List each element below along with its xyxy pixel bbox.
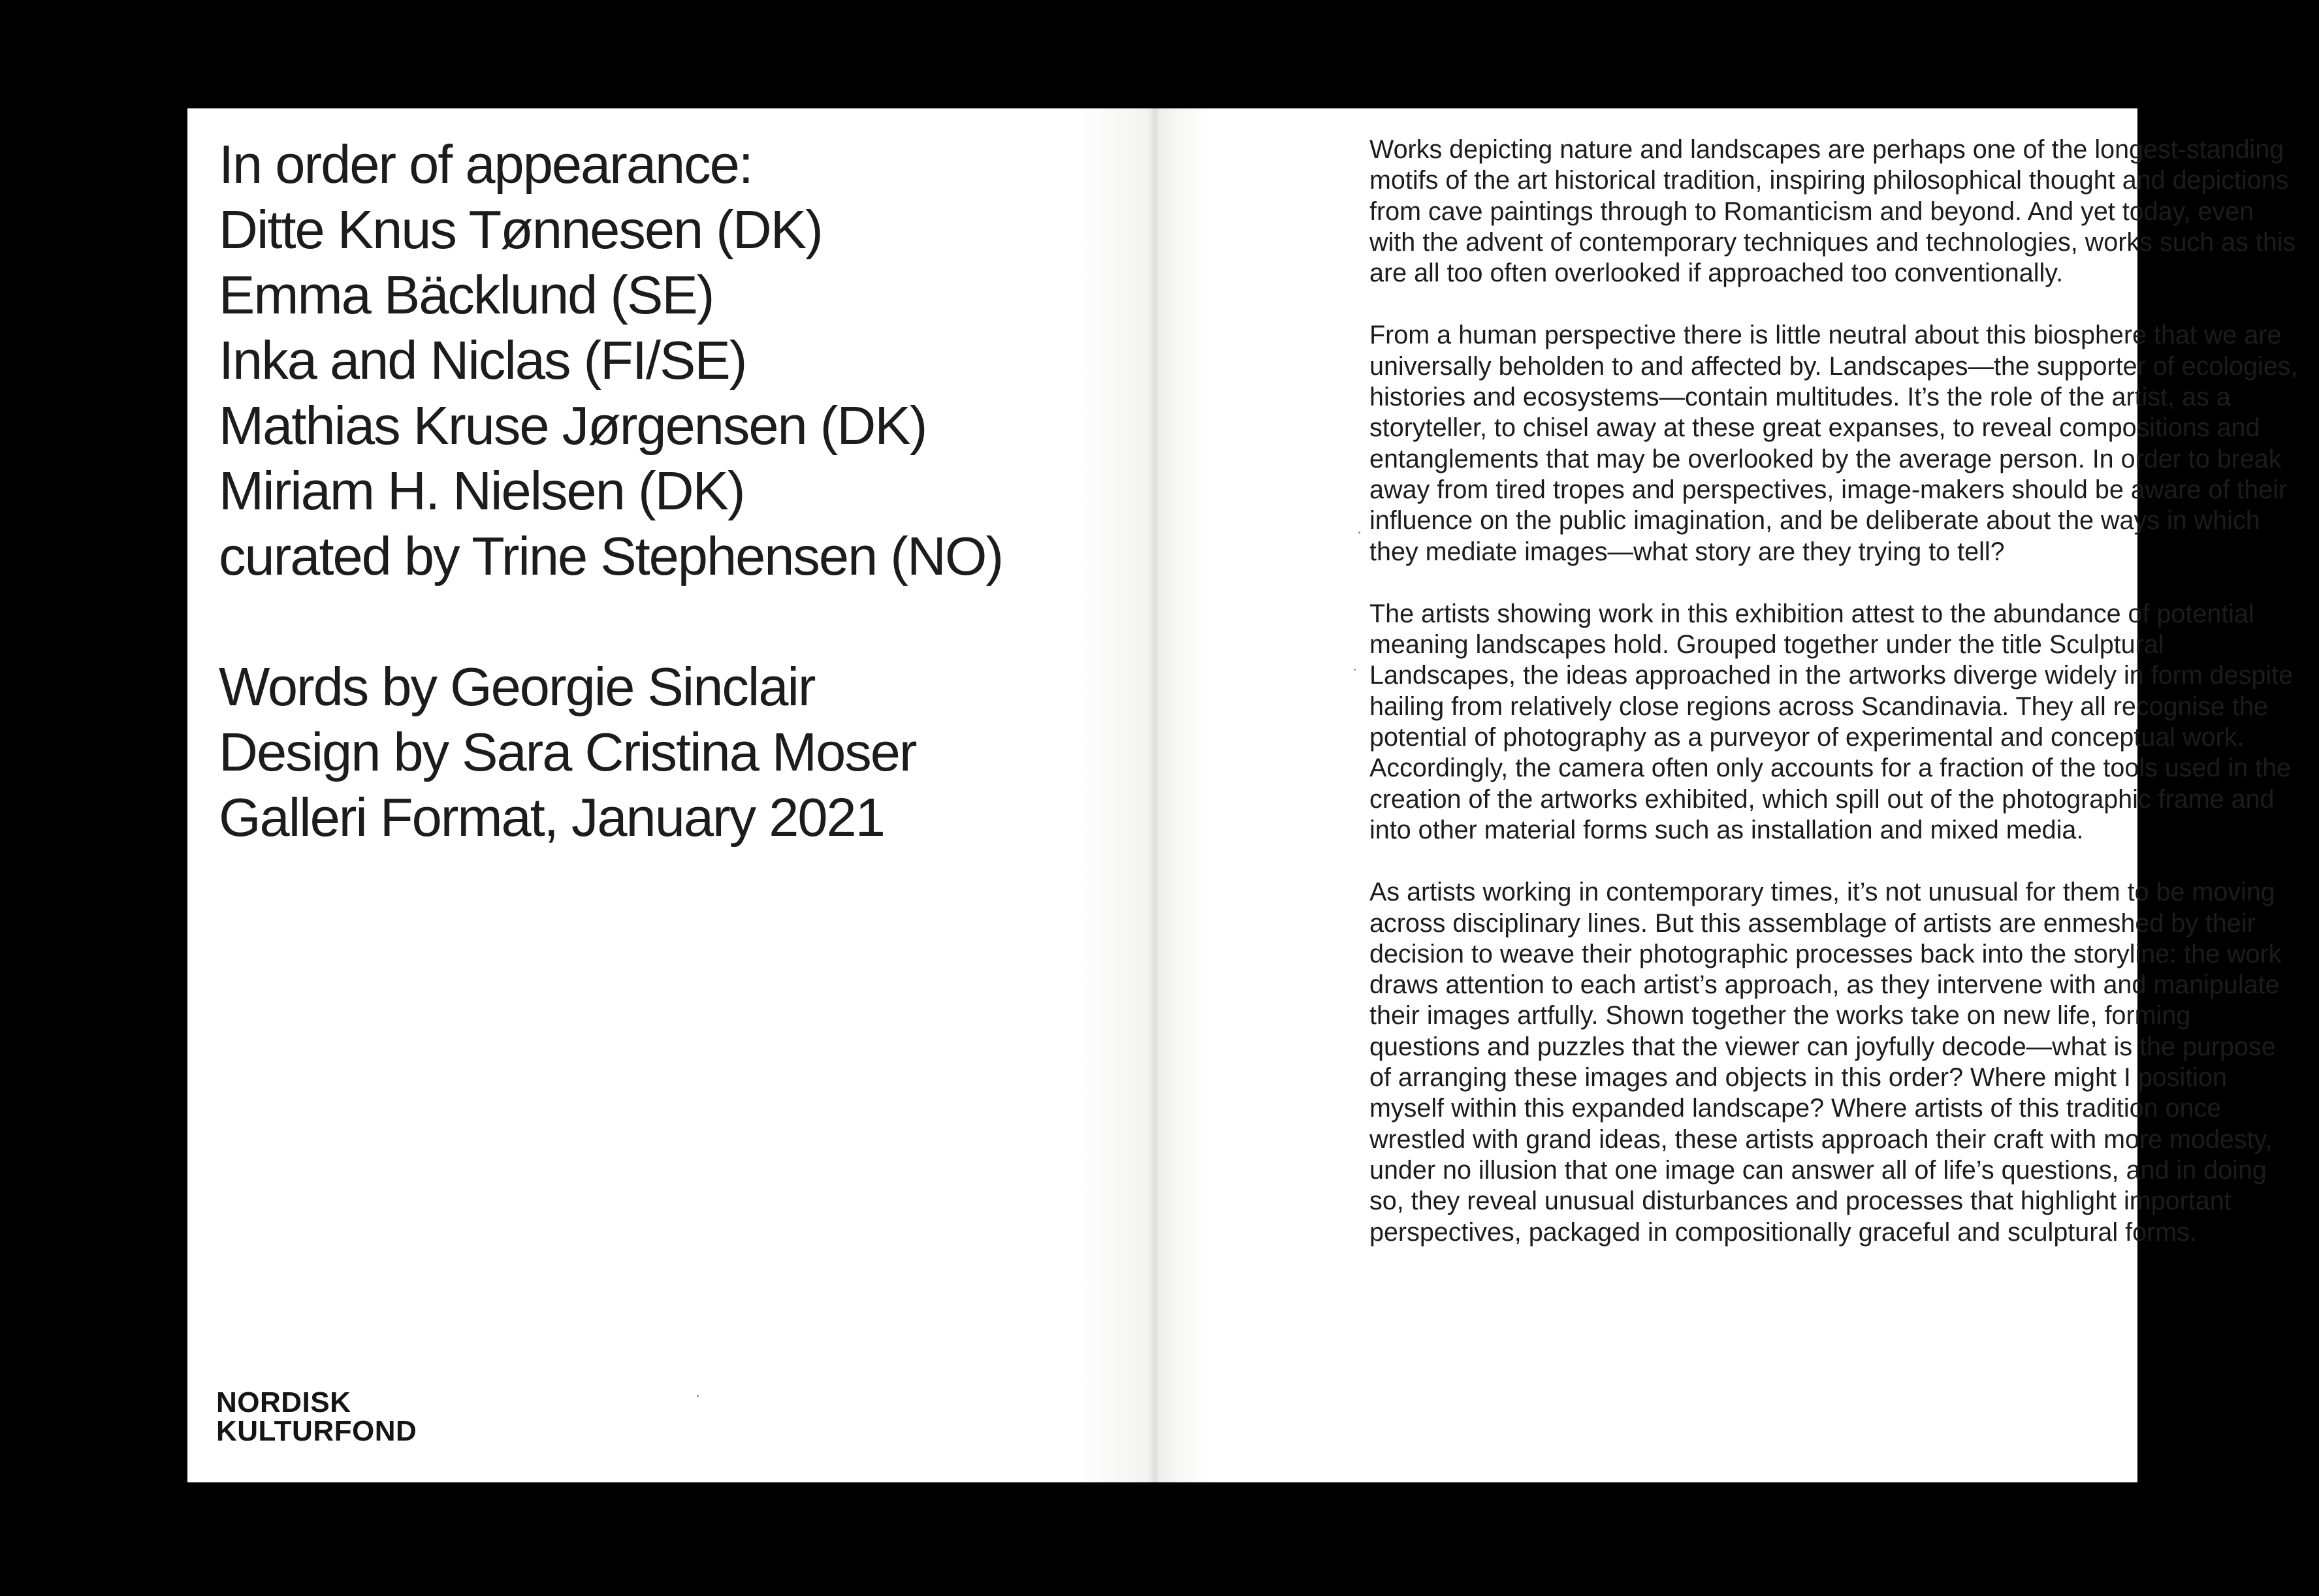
curator-credit: curated by Trine Stephensen (NO) (219, 526, 1003, 586)
venue-date: Galleri Format, January 2021 (219, 787, 884, 848)
credits-heading: In order of appearance: (219, 134, 752, 195)
paper-speck (1358, 532, 1360, 534)
binding-gutter (1148, 108, 1160, 1482)
paper-speck (697, 1395, 699, 1397)
artist-name: Mathias Kruse Jørgensen (DK) (219, 395, 927, 456)
paper-speck (1354, 669, 1356, 671)
nordisk-kulturfond-logo (216, 1388, 417, 1446)
essay-paragraph-4: As artists working in contemporary times, it’s not unusual for them to be moving across disciplinary lines. But this assemblage of artists are enmeshed by their decision to weave their photographic processes back into the storyline: the work draws attention to each artist’s approach, as they intervene with and manipulate their images artfully. Shown together the works take on new life, forming questions and puzzles that the viewer can joyfully decode—what is the purpose of arranging these images and objects in this order? Where might I position myself within this expanded landscape? Where artists of this tradition once wrestled with grand ideas, these artists approach their craft with more modesty, under no illusion that one image can answer all of life’s questions, and in doing so, they reveal unusual disturbances and processes that highlight important perspectives, packaged in compositionally graceful and sculptural forms. (1369, 878, 2282, 1247)
artist-name: Inka and Niclas (FI/SE) (219, 330, 746, 391)
essay-paragraph-3: The artists showing work in this exhibition attest to the abundance of potential meaning landscapes hold. Grouped together under the title Sculptural Landscapes, the ideas approached in the artworks diverge widely in form despite hailing from relatively close regions across Scandinavia. They all recognise the potential of photography as a purveyor of experimental and conceptual work. Accordingly, the camera often only accounts for a fraction of the tools used in the creation of the artworks exhibited, which spill out of the photographic frame and into other material forms such as installation and mixed media. (1369, 599, 2294, 844)
designer-credit: Design by Sara Cristina Moser (219, 722, 916, 782)
essay-text (1369, 135, 2303, 1279)
booklet-spread (187, 108, 2298, 1482)
logo-line-1: NORDISK (216, 1386, 351, 1418)
credits-block (219, 132, 1146, 850)
left-page (187, 108, 1154, 1482)
essay-paragraph-1: Works depicting nature and landscapes are perhaps one of the longest-standing motifs of the art historical tradition, inspiring philosophical thought and depictions from cave paintings through to Romanticism and beyond. And yet today, even with the advent of contemporary techniques and technologies, works such as this are all too often overlooked if approached too conventionally. (1369, 135, 2296, 288)
essay-paragraph-2: From a human perspective there is little neutral about this biosphere that we are universally beholden to and affected by. Landscapes—the supporter of ecologies, histories and ecosystems—contain multitudes. It’s the role of the artist, as a storyteller, to chisel away at these great expanses, to reveal compositions and entanglements that may be overlooked by the average person. In order to break away from tired tropes and perspectives, image-makers should be aware of their influence on the public imagination, and be deliberate about the ways in which they mediate images—what story are they trying to tell? (1369, 321, 2298, 566)
spacer (219, 589, 1146, 654)
artist-name: Miriam H. Nielsen (DK) (219, 460, 744, 521)
logo-line-2: KULTURFOND (216, 1415, 417, 1447)
writer-credit: Words by Georgie Sinclair (219, 656, 815, 717)
artist-name: Ditte Knus Tønnesen (DK) (219, 199, 822, 260)
right-page (1154, 108, 2298, 1482)
artist-name: Emma Bäcklund (SE) (219, 264, 714, 325)
